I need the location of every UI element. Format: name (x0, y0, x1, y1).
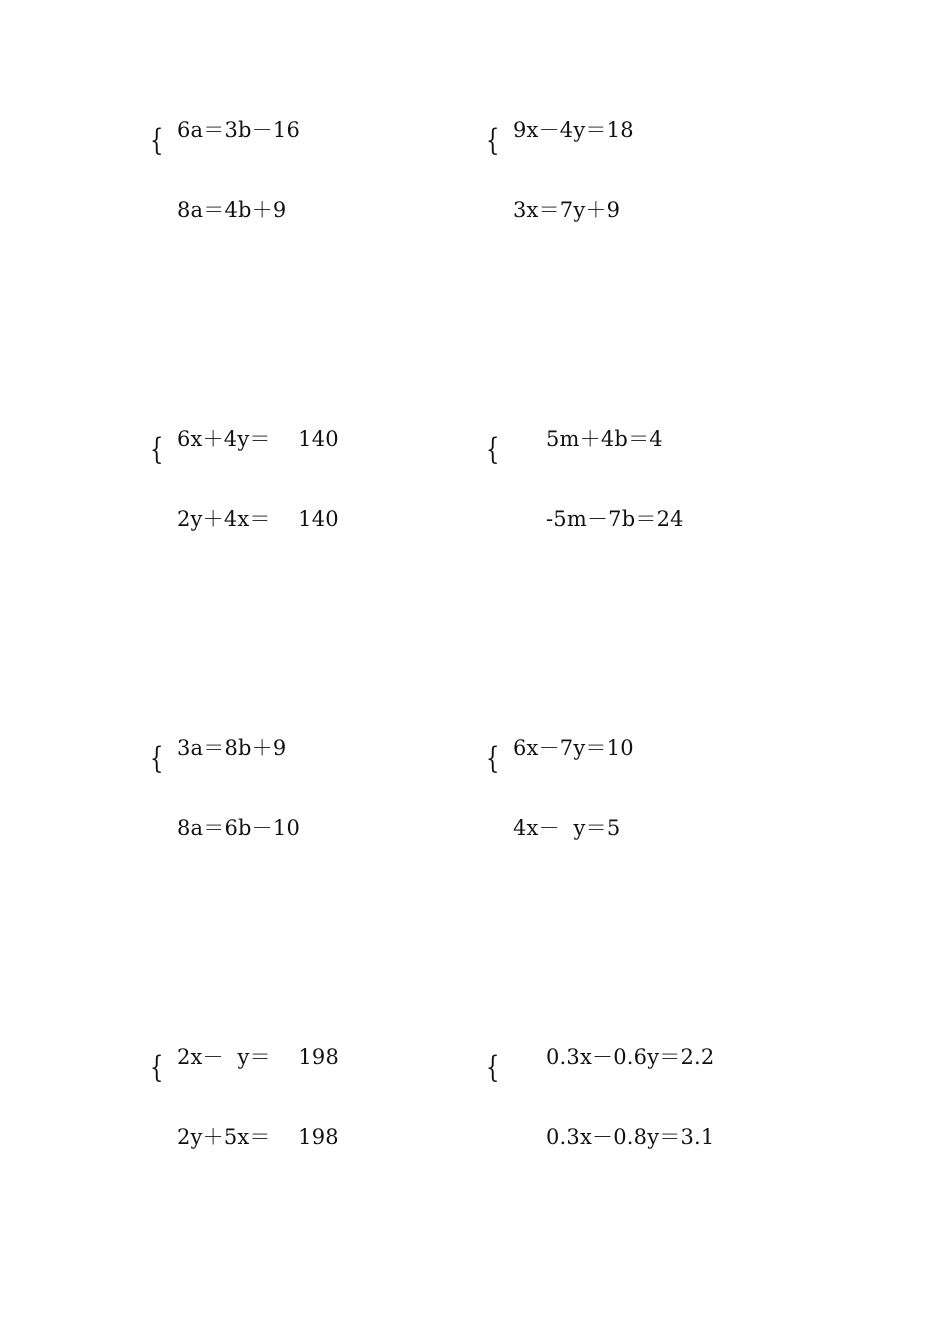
equation-bottom: 0.3x－0.8y＝3.1 (546, 1125, 715, 1149)
left-brace-icon: { (150, 1050, 164, 1085)
equation-top: 6x＋4y＝ 140 (177, 427, 339, 451)
equation-system-4 (486, 427, 786, 537)
equation-system-6 (486, 736, 786, 846)
equation-bottom: 3x＝7y＋9 (513, 198, 621, 222)
equation-bottom: -5m－7b＝24 (546, 507, 684, 531)
equation-bottom: 8a＝4b＋9 (177, 198, 287, 222)
left-brace-icon: { (486, 432, 500, 467)
equation-bottom: 8a＝6b－10 (177, 816, 301, 840)
left-brace-icon: { (486, 741, 500, 776)
equation-system-7 (150, 1045, 450, 1155)
left-brace-icon: { (150, 432, 164, 467)
equation-top: 2x－ y＝ 198 (177, 1045, 340, 1069)
left-brace-icon: { (486, 123, 500, 158)
equation-bottom: 4x－ y＝5 (513, 816, 621, 840)
equation-bottom: 2y＋5x＝ 198 (177, 1125, 339, 1149)
equation-top: 6x－7y＝10 (513, 736, 634, 760)
left-brace-icon: { (486, 1050, 500, 1085)
equation-system-5 (150, 736, 450, 846)
equation-system-2 (486, 118, 786, 228)
equation-top: 3a＝8b＋9 (177, 736, 287, 760)
equation-top: 5m＋4b＝4 (546, 427, 663, 451)
equation-bottom: 2y＋4x＝ 140 (177, 507, 339, 531)
left-brace-icon: { (150, 123, 164, 158)
equation-system-1 (150, 118, 450, 228)
equation-system-8 (486, 1045, 786, 1155)
equation-top: 0.3x－0.6y＝2.2 (546, 1045, 715, 1069)
left-brace-icon: { (150, 741, 164, 776)
equation-top: 9x－4y＝18 (513, 118, 634, 142)
equation-system-3 (150, 427, 450, 537)
equation-top: 6a＝3b－16 (177, 118, 301, 142)
